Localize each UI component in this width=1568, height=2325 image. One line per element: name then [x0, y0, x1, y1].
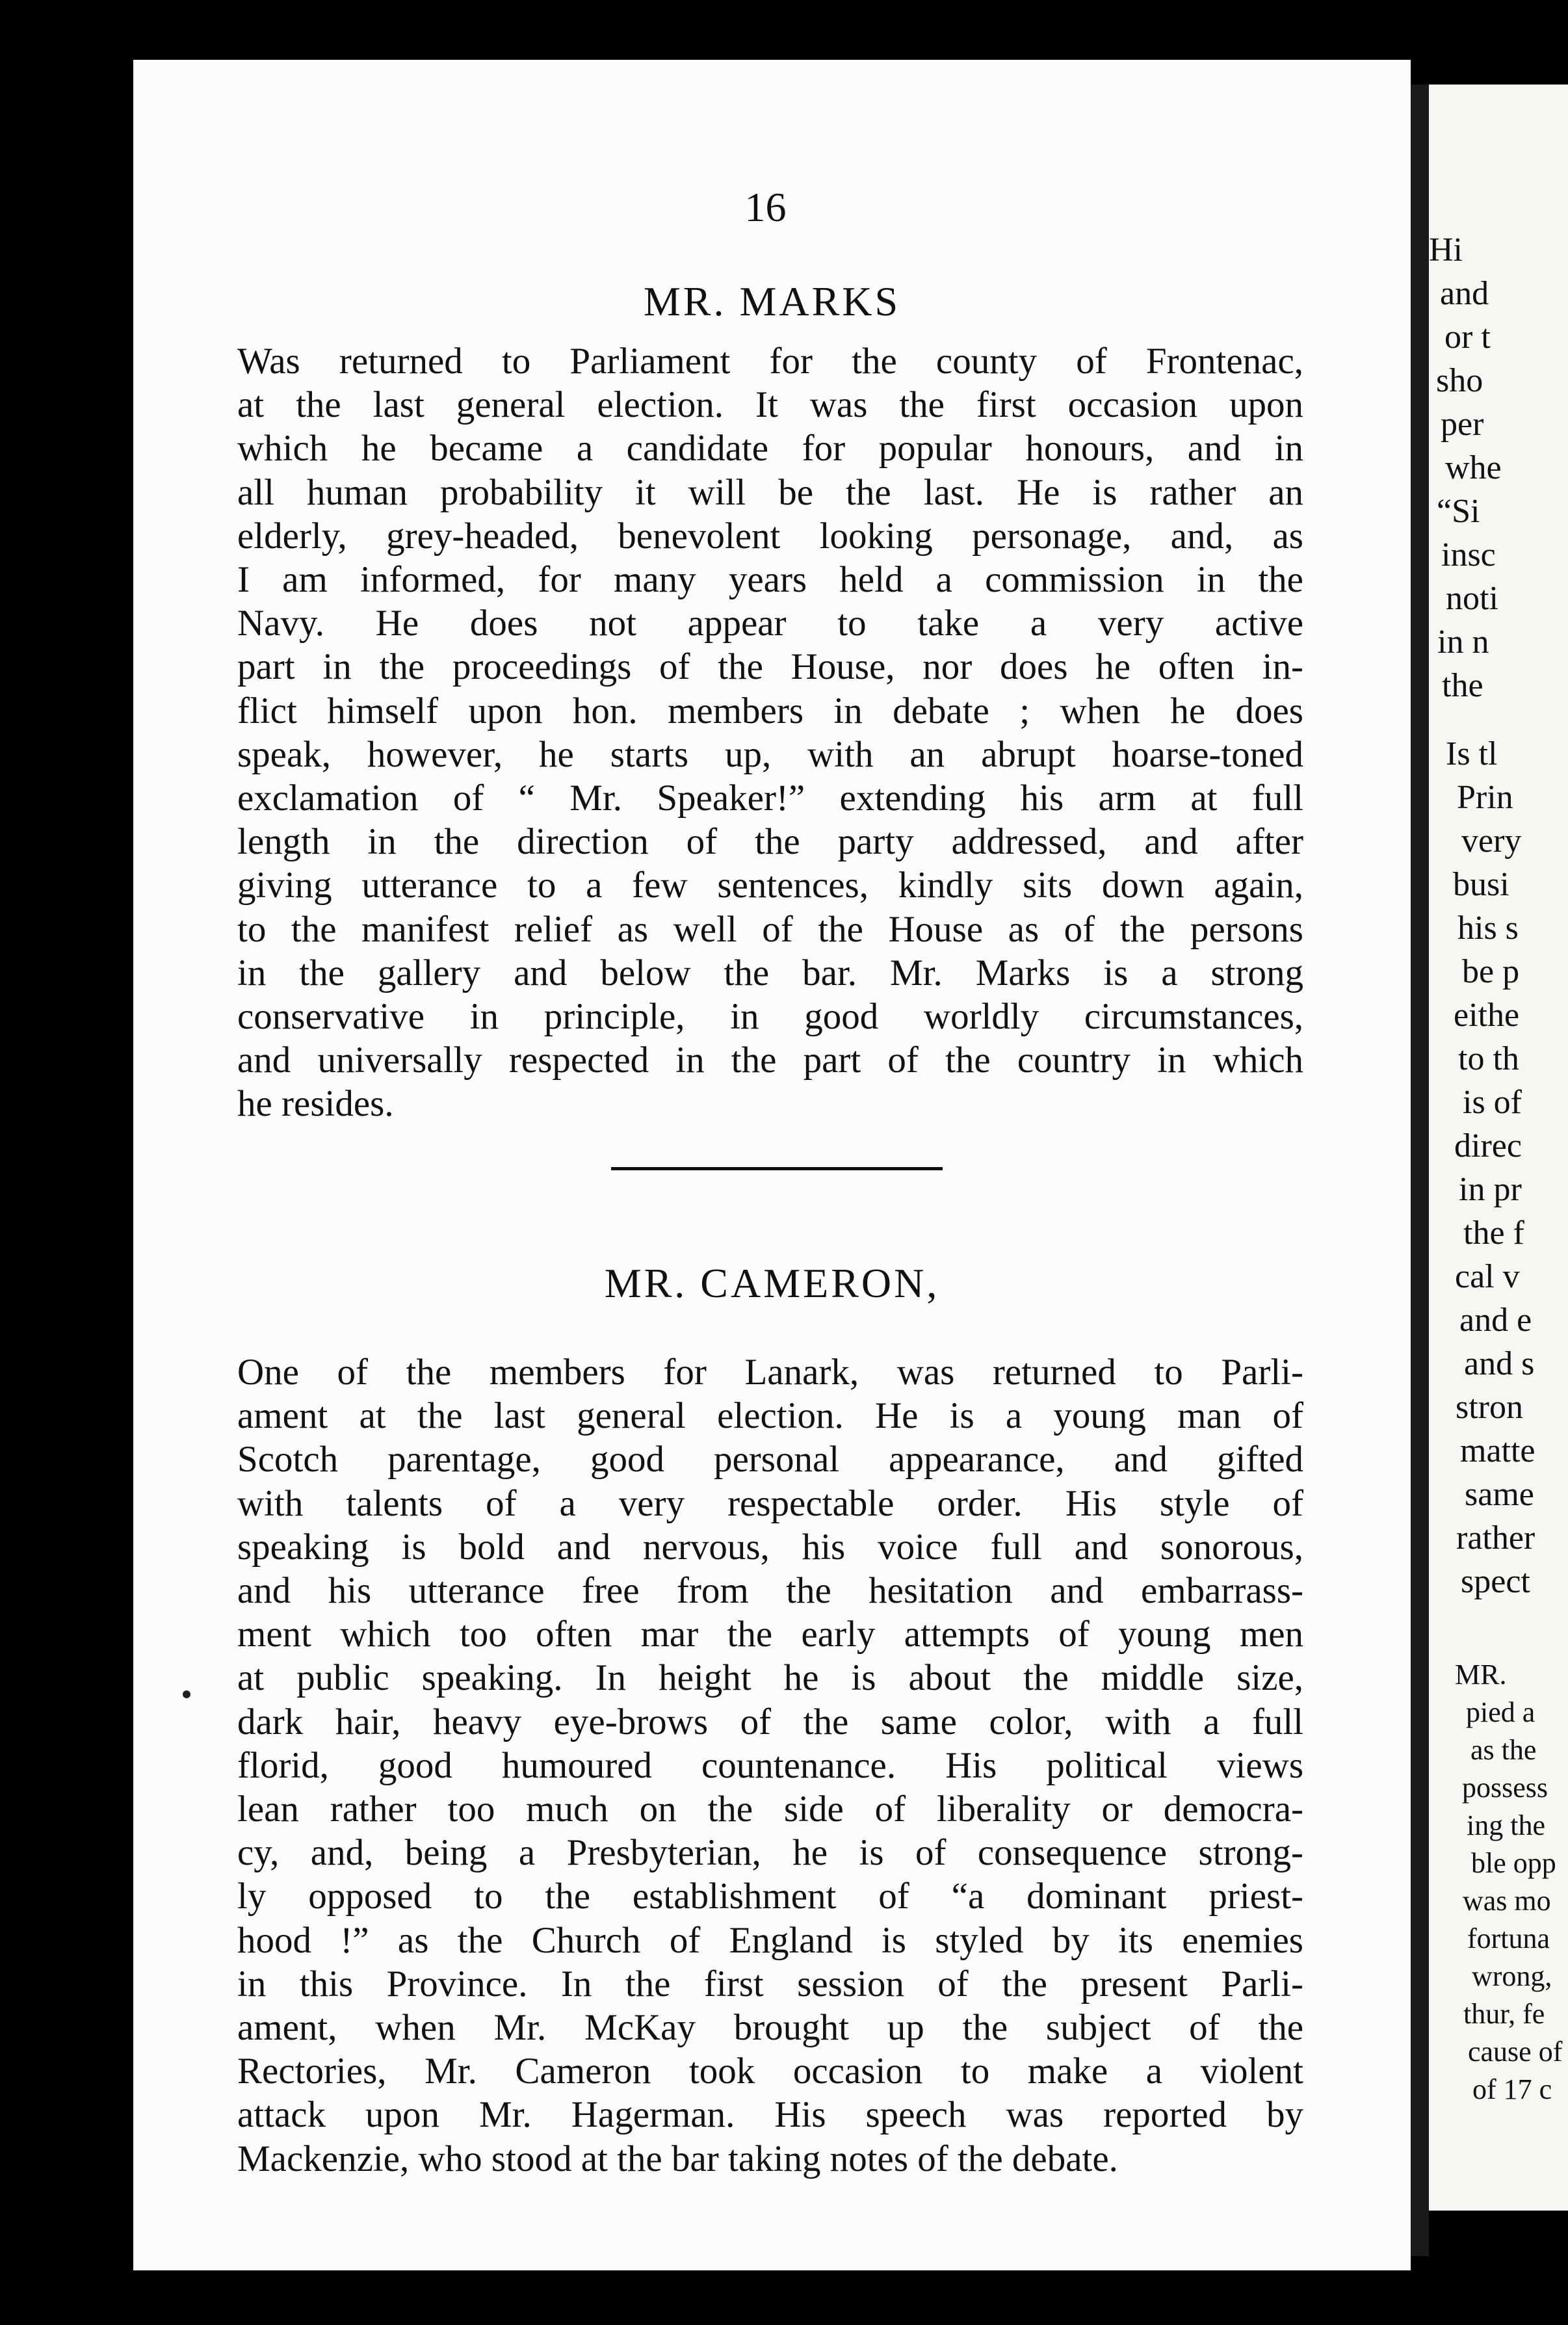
text-line: Scotch parentage, good personal appearance, and gifted [237, 1439, 1303, 1480]
text-line: which he became a candidate for popular honours, and in [237, 428, 1303, 469]
text-line: to the manifest relief as well of the House as of the persons [237, 908, 1303, 950]
page-number: 16 [744, 184, 787, 230]
text-line: at public speaking. In height he is about the middle size, [237, 1657, 1303, 1699]
facing-page-fragment: fortuna [1467, 1923, 1550, 1954]
facing-page-fragment: noti [1446, 580, 1498, 617]
facing-page-fragment: or t [1444, 319, 1491, 356]
text-line: lean rather too much on the side of liberality or democra- [237, 1789, 1303, 1830]
facing-page-fragment: of 17 c [1472, 2073, 1552, 2105]
facing-page-fragment: sho [1436, 362, 1483, 399]
facing-page-fragment: matte [1460, 1432, 1535, 1469]
text-line: in the gallery and below the bar. Mr. Marks is a strong [237, 952, 1303, 993]
text-line: ament, when Mr. McKay brought up the subject of the [237, 2007, 1303, 2049]
facing-page-fragment: as the [1470, 1734, 1537, 1766]
text-line: and his utterance free from the hesitation and embarrass- [237, 1570, 1303, 1612]
text-line: ament at the last general election. He is a young man of [237, 1395, 1303, 1437]
text-line: and universally respected in the part of the country in which [237, 1040, 1303, 1081]
book-page-right-partial [1429, 85, 1568, 2211]
facing-page-fragment: wrong, [1472, 1960, 1552, 1992]
text-line: speaking is bold and nervous, his voice full and sonorous, [237, 1526, 1303, 1568]
text-line: conservative in principle, in good worldly circumstances, [237, 996, 1303, 1038]
facing-page-fragment: cal v [1455, 1258, 1520, 1295]
facing-page-fragment: be p [1462, 953, 1520, 990]
text-line: at the last general election. It was the first occasion upon [237, 384, 1303, 426]
facing-page-fragment: pied a [1466, 1696, 1535, 1728]
section-body-cameron [237, 1350, 1303, 2181]
facing-page-fragment: busi [1453, 866, 1509, 903]
facing-page-fragment: to th [1458, 1040, 1519, 1077]
facing-page-fragment: insc [1441, 536, 1496, 573]
book-gutter [1411, 85, 1429, 2256]
text-line: florid, good humoured countenance. His political views [237, 1744, 1303, 1786]
text-line: with talents of a very respectable order. His style of [237, 1482, 1303, 1524]
text-line: ment which too often mar the early attempts of young men [237, 1614, 1303, 1655]
text-line: all human probability it will be the last. He is rather an [237, 471, 1303, 513]
facing-page-fragment: same [1465, 1476, 1534, 1513]
section-heading-marks: MR. MARKS [643, 278, 901, 324]
text-line: in this Province. In the first session of the present Parli- [237, 1963, 1303, 2004]
text-line: Navy. He does not appear to take a very active [237, 603, 1303, 644]
section-body-marks [237, 339, 1303, 1126]
text-line: dark hair, heavy eye-brows of the same color, with a full [237, 1701, 1303, 1742]
text-line: Rectories, Mr. Cameron took occasion to make a violent [237, 2051, 1303, 2092]
facing-page-fragment: whe [1445, 449, 1502, 486]
facing-page-text [1429, 85, 1568, 2211]
text-line: speak, however, he starts up, with an abrupt hoarse-toned [237, 733, 1303, 775]
facing-page-fragment: MR. [1455, 1659, 1507, 1690]
text-line: hood !” as the Church of England is styled by its enemies [237, 1919, 1303, 1961]
facing-page-fragment: direc [1454, 1127, 1522, 1164]
facing-page-fragment: is of [1463, 1084, 1522, 1121]
facing-page-fragment: thur, fe [1463, 1998, 1545, 2030]
facing-page-fragment: ing the [1467, 1809, 1545, 1841]
text-line: flict himself upon hon. members in debate ; when he does [237, 690, 1303, 731]
facing-page-fragment: ble opp [1471, 1847, 1556, 1879]
text-line: Mackenzie, who stood at the bar taking notes of the debate. [237, 2138, 1118, 2179]
facing-page-fragment: Hi [1429, 231, 1463, 269]
text-line: he resides. [237, 1083, 394, 1125]
facing-page-fragment: in pr [1459, 1171, 1522, 1208]
facing-page-fragment: the [1442, 667, 1483, 704]
facing-page-fragment: the f [1463, 1215, 1524, 1252]
facing-page-fragment: rather [1456, 1519, 1535, 1557]
facing-page-fragment: and e [1459, 1302, 1532, 1339]
facing-page-fragment: stron [1456, 1389, 1523, 1426]
text-line: I am informed, for many years held a commission in the [237, 559, 1303, 601]
text-line: One of the members for Lanark, was returned to Parli- [237, 1352, 1303, 1393]
facing-page-fragment: possess [1462, 1772, 1548, 1804]
facing-page-fragment: very [1461, 822, 1522, 860]
facing-page-fragment: Is tl [1446, 735, 1498, 772]
text-line: cy, and, being a Presbyterian, he is of consequence strong- [237, 1832, 1303, 1874]
text-line: length in the direction of the party addressed, and after [237, 821, 1303, 863]
facing-page-fragment: in n [1437, 624, 1489, 661]
section-heading-cameron: MR. CAMERON, [604, 1260, 940, 1306]
facing-page-fragment: “Si [1437, 493, 1480, 530]
text-line: exclamation of “ Mr. Speaker!” extending his arm at full [237, 778, 1303, 819]
facing-page-fragment: his s [1457, 910, 1519, 947]
facing-page-fragment: cause of [1468, 2036, 1563, 2068]
facing-page-fragment: Prin [1457, 779, 1513, 816]
facing-page-fragment: spect [1461, 1563, 1530, 1600]
text-line: attack upon Mr. Hagerman. His speech was reported by [237, 2094, 1303, 2136]
facing-page-fragment: and [1440, 275, 1489, 312]
facing-page-fragment: per [1441, 406, 1484, 443]
text-line: part in the proceedings of the House, nor does he often in- [237, 646, 1303, 688]
section-divider-rule [611, 1167, 943, 1170]
facing-page-fragment: eithe [1454, 997, 1520, 1034]
text-line: ly opposed to the establishment of “a dominant priest- [237, 1876, 1303, 1917]
text-line: Was returned to Parliament for the county of Frontenac, [237, 341, 1303, 382]
text-line: elderly, grey-headed, benevolent looking personage, and, as [237, 515, 1303, 557]
text-line: giving utterance to a few sentences, kindly sits down again, [237, 865, 1303, 906]
book-page-left [133, 60, 1411, 2270]
facing-page-fragment: was mo [1463, 1885, 1551, 1917]
ink-speck [183, 1690, 190, 1698]
facing-page-fragment: and s [1464, 1345, 1535, 1382]
